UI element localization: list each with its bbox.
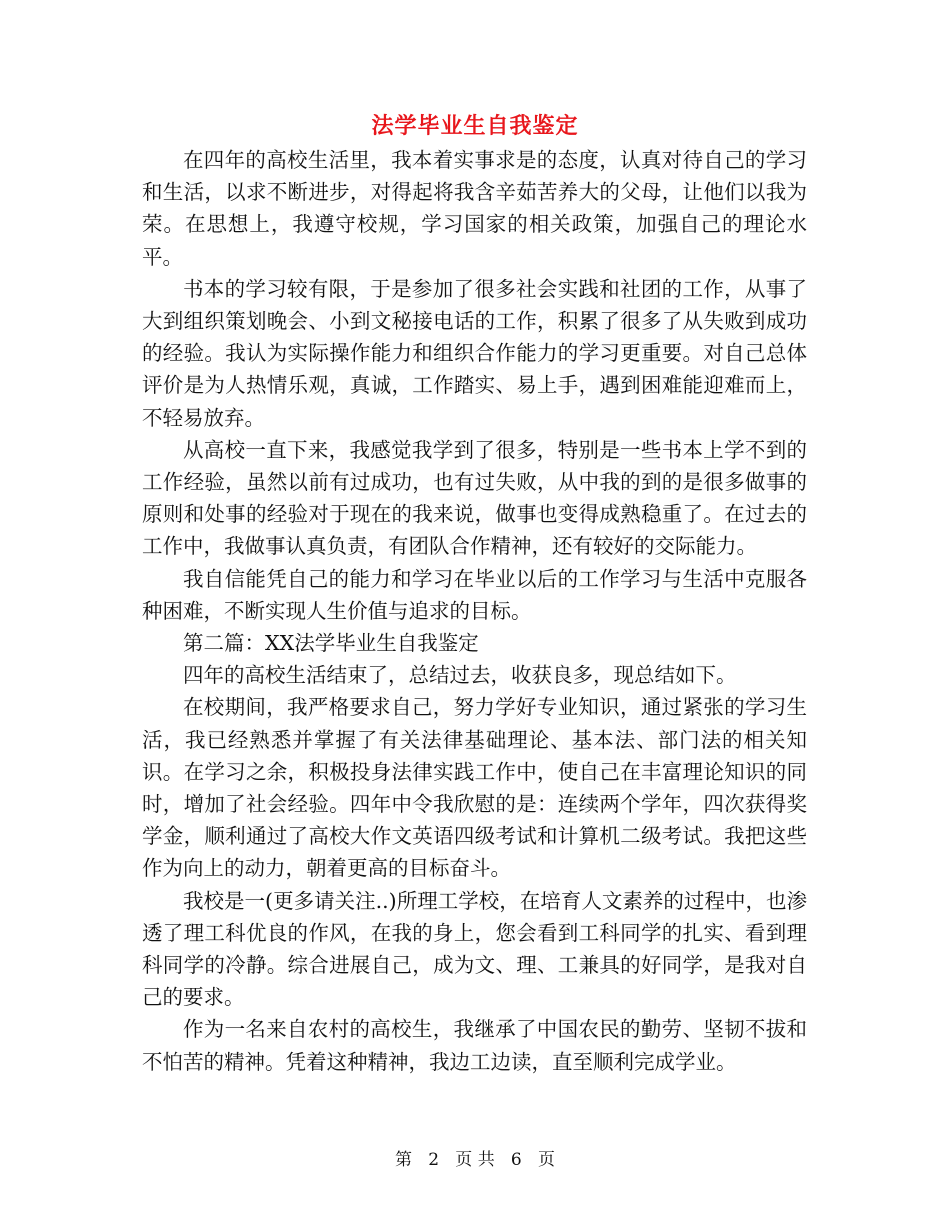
paragraph: 四年的高校生活结束了，总结过去，收获良多，现总结如下。 xyxy=(183,663,737,688)
paragraph: 作为一名来自农村的高校生，我继承了中国农民的勤劳、坚韧不拔和不怕苦的精神。凭着这种精神，我边工边读，直至顺利完成学业。 xyxy=(142,1017,807,1074)
paragraph: 我自信能凭自己的能力和学习在毕业以后的工作学习与生活中克服各种困难，不断实现人生价值与追求的目标。 xyxy=(142,566,807,623)
paragraph: 从高校一直下来，我感觉我学到了很多，特别是一些书本上学不到的工作经验，虽然以前有过成功，也有过失败，从中我的到的是很多做事的原则和处事的经验对于现在的我来说，做事也变得成熟稳重了。在过去的工作中，我做事认真负责，有团队合作精神，还有较好的交际能力。 xyxy=(142,437,807,559)
page-footer xyxy=(0,1148,950,1172)
paragraph: 在四年的高校生活里，我本着实事求是的态度，认真对待自己的学习和生活，以求不断进步，对得起将我含辛茹苦养大的父母，让他们以我为荣。在思想上，我遵守校规，学习国家的相关政策，加强自己的理论水平。 xyxy=(142,148,807,269)
page-label-prefix: 第 xyxy=(395,1150,413,1170)
page-label-mid: 页 共 xyxy=(455,1150,495,1170)
document-title: 法学毕业生自我鉴定 xyxy=(371,113,579,139)
total-pages-number: 6 xyxy=(510,1150,522,1170)
paragraph: 在校期间，我严格要求自己，努力学好专业知识，通过紧张的学习生活，我已经熟悉并掌握了有关法律基础理论、基本法、部门法的相关知识。在学习之余，积极投身法律实践工作中，使自己在丰富理论知识的同时，增加了社会经验。四年中令我欣慰的是：连续两个学年，四次获得奖学金，顺利通过了高校大作文英语四级考试和计算机二级考试。我把这些作为向上的动力，朝着更高的目标奋斗。 xyxy=(142,695,807,881)
section-heading: 第二篇：XX法学毕业生自我鉴定 xyxy=(183,631,479,656)
page-label-suffix: 页 xyxy=(537,1150,555,1170)
document-body xyxy=(142,144,807,1078)
current-page-number: 2 xyxy=(428,1150,440,1170)
paragraph: 书本的学习较有限，于是参加了很多社会实践和社团的工作，从事了大到组织策划晚会、小到文秘接电话的工作，积累了很多了从失败到成功的经验。我认为实际操作能力和组织合作能力的学习更重要。对自己总体评价是为人热情乐观，真诚，工作踏实、易上手，遇到困难能迎难而上，不轻易放弃。 xyxy=(142,276,807,430)
paragraph: 我校是一(更多请关注..)所理工学校，在培育人文素养的过程中，也渗透了理工科优良的作风，在我的身上，您会看到工科同学的扎实、看到理科同学的冷静。综合进展自己，成为文、理、工兼具的好同学，是我对自己的要求。 xyxy=(142,888,807,1010)
